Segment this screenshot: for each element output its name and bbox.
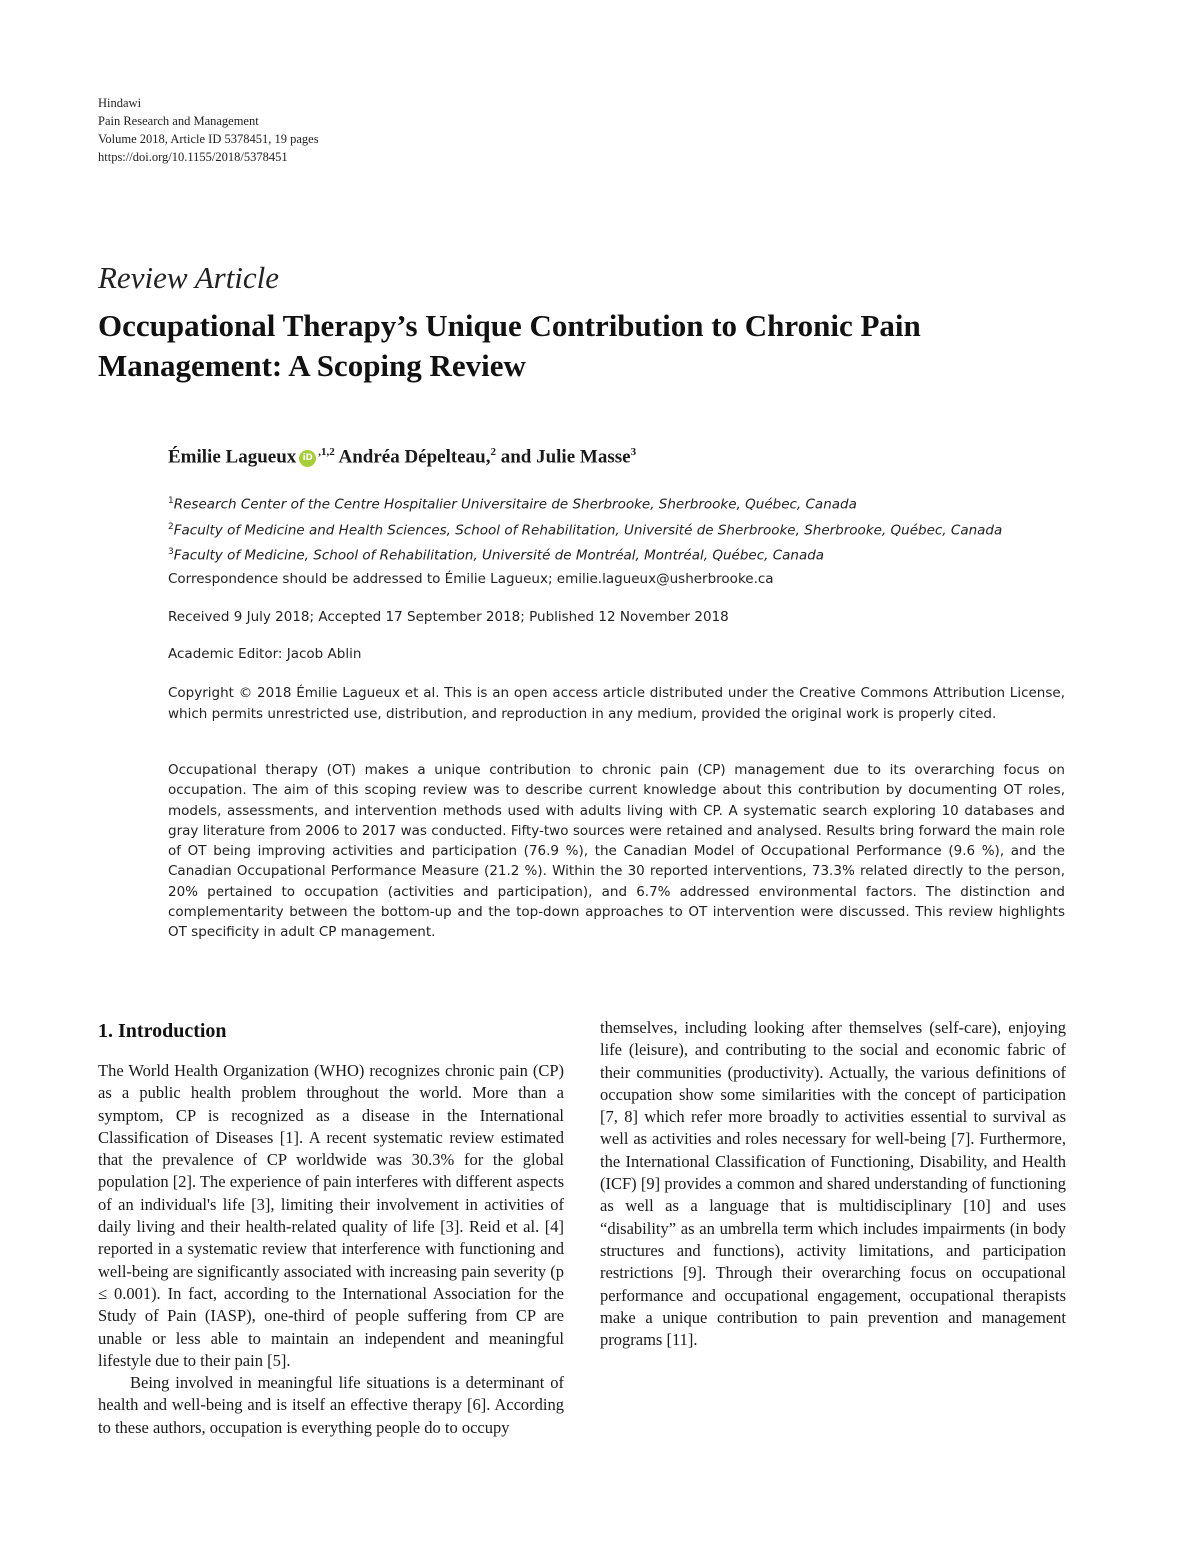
author-affiliation-mark: ,1,2 (318, 446, 335, 458)
affiliations (168, 490, 1002, 567)
affiliation-item: $^2$Faculty of Medicine and Health Sciences, School of Rehabilitation, Université de Sherbrooke, Sherbrooke, Québec, Canada (168, 521, 1003, 538)
volume-info: Volume 2018, Article ID 5378451, 19 pages (98, 132, 319, 146)
academic-editor: Academic Editor: Jacob Ablin (168, 646, 362, 662)
correspondence-line: Correspondence should be addressed to Émilie Lagueux; emilie.lagueux@usherbrooke.ca (168, 571, 774, 587)
author-affiliation-mark: 2 (490, 446, 496, 458)
author-affiliation-mark: 3 (630, 446, 637, 458)
copyright-notice: Copyright © 2018 Émilie Lagueux et al. This is an open access article distributed under the Creative Commons Attribution License, which permits unrestricted use, distribution, and reproduction in any medium, provided the original work is properly cited. (168, 685, 1065, 722)
body-column-right (600, 1017, 1066, 1351)
author-name: Émilie Lagueux (168, 446, 297, 468)
publisher-name: Hindawi (98, 96, 142, 110)
body-paragraph: themselves, including looking after themselves (self-care), enjoying life (leisure), and contributing to the social and economic fabric of their communities (productivity). Actually, the various definitions of occupation show some similarities with the concept of participation [7, 8] which refer more broadly to activities essential to survival as well as activities and roles necessary for well-being [7]. Furthermore, the International Classification of Functioning, Disability, and Health (ICF) [9] provides a common and shared understanding of functioning as well as a language that is multidisciplinary [10] and uses “disability” as an umbrella term which includes impairments (in body structures and functions), activity limitations, and participation restrictions [9]. Through their overarching focus on occupational performance and occupational engagement, occupational therapists make a unique contribution to pain prevention and management programs [11]. (600, 1018, 1066, 1350)
body-column-left (98, 1060, 564, 1439)
abstract: Occupational therapy (OT) makes a unique contribution to chronic pain (CP) management due to its overarching focus on occupation. The aim of this scoping review was to describe current knowledge about this contribution by documenting OT roles, models, assessments, and intervention methods used with adults living with CP. A systematic search exploring 10 databases and gray literature from 2006 to 2017 was conducted. Fifty-two sources were retained and analysed. Results bring forward the main role of OT being improving activities and participation (76.9 %), the Canadian Model of Occupational Performance (9.6 %), and the Canadian Occupational Performance Measure (21.2 %). Within the 30 reported interventions, 73.3% related directly to the person, 20% pertained to occupation (activities and participation), and 6.7% addressed environmental factors. The distinction and complementarity between the bottom-up and the top-down approaches to OT intervention were discussed. This review highlights OT specificity in adult CP management. (168, 762, 1065, 941)
body-paragraph: The World Health Organization (WHO) recognizes chronic pain (CP) as a public health problem throughout the world. More than a symptom, CP is recognized as a disease in the International Classification of Diseases [1]. A recent systematic review estimated that the prevalence of CP worldwide was 30.3% for the global population [2]. The experience of pain interferes with different aspects of an individual's life [3], limiting their involvement in activities of daily living and their health-related quality of life [3]. Reid et al. [4] reported in a systematic review that interference with functioning and well-being are significantly associated with increasing pain severity (p ≤ 0.001). In fact, according to the International Association for the Study of Pain (IASP), one-third of people suffering from CP are unable or less able to maintain an independent and meaningful lifestyle due to their pain [5]. (98, 1061, 564, 1370)
author-list (168, 446, 636, 468)
orcid-icon[interactable]: iD (299, 450, 316, 467)
doi-link[interactable]: https://doi.org/10.1155/2018/5378451 (98, 150, 288, 164)
author-name: Andréa Dépelteau, (334, 446, 491, 468)
section-heading: 1. Introduction (98, 1020, 227, 1042)
article-type: Review Article (98, 260, 280, 295)
publication-dates: Received 9 July 2018; Accepted 17 September 2018; Published 12 November 2018 (168, 609, 729, 625)
affiliation-item: $^3$Faculty of Medicine, School of Rehabilitation, Université de Montréal, Montréal, Québec, Canada (168, 547, 825, 564)
journal-header (98, 94, 319, 166)
article-title: Occupational Therapy’s Unique Contribution to Chronic Pain Management: A Scoping Review (98, 308, 921, 383)
journal-name: Pain Research and Management (98, 114, 259, 128)
author-name: and Julie Masse (495, 446, 631, 468)
body-paragraph: Being involved in meaningful life situations is a determinant of health and well-being and is itself an effective therapy [6]. According to these authors, occupation is everything people do to occupy (98, 1373, 564, 1437)
affiliation-item: $^1$Research Center of the Centre Hospitalier Universitaire de Sherbrooke, Sherbrooke, Québec, Canada (168, 496, 857, 513)
